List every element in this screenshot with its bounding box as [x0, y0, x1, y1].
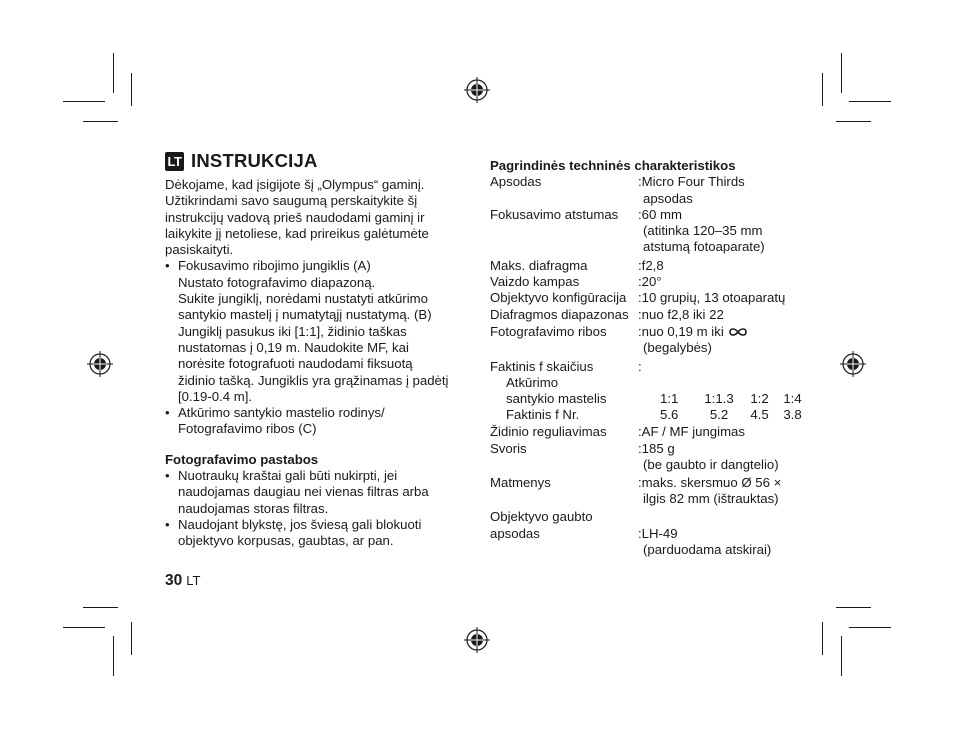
ratio-value: 1:1 [660, 391, 679, 407]
spec-value: (be gaubto ir dangtelio) [643, 457, 779, 473]
crop-mark [83, 607, 118, 608]
spec-label: Vaizdo kampas [490, 274, 580, 290]
list-item-line: norėsite fotografuoti naudodami fiksuotą [178, 356, 413, 372]
spec-row-max-aperture [490, 258, 800, 274]
spec-row-focal-length [490, 207, 800, 256]
spec-value: atstumą fotoaparate) [643, 239, 765, 255]
spec-value: (atitinka 120–35 mm [643, 223, 763, 239]
spec-row-f-number [490, 407, 800, 423]
spec-value: :20° [638, 274, 662, 290]
crop-mark [849, 101, 891, 102]
crop-mark [131, 73, 132, 106]
spec-row-dimensions [490, 475, 800, 508]
spec-sublabel: santykio mastelis [506, 391, 607, 407]
crosshair-registration-icon [464, 77, 490, 103]
list-item-line: židinio tašką. Jungiklis yra grąžinamas į padėtį [178, 372, 449, 388]
specs-heading: Pagrindinės techninės charakteristikos [490, 158, 736, 173]
spec-row-focusing [490, 424, 800, 440]
list-item-line: • Nuotraukų kraštai gali būti nukirpti, jei [178, 468, 398, 484]
left-column [165, 149, 465, 550]
ratio-value: 1:1.3 [704, 391, 734, 407]
spec-label: Fokusavimo atstumas [490, 206, 619, 222]
spec-row-effective-f [490, 359, 800, 375]
spec-value: :Micro Four Thirds [638, 174, 745, 190]
spec-label: Matmenys [490, 474, 551, 490]
spec-value: apsodas [643, 190, 693, 206]
crosshair-registration-icon [464, 627, 490, 653]
f-number-value: 4.5 [750, 407, 769, 423]
intro-line: Užtikrindami savo saugumą perskaitykite šį [165, 193, 418, 209]
spec-value-block [638, 526, 800, 559]
spec-label: Fotografavimo ribos [490, 323, 607, 339]
crosshair-registration-icon [840, 351, 866, 377]
spec-value-block [638, 441, 800, 474]
spec-value-line [638, 324, 800, 340]
spec-row-lens-config [490, 290, 800, 306]
specifications [490, 158, 800, 558]
intro-line: laikykite jį netoliese, kad prireikus galėtumėte [165, 225, 429, 241]
spec-value: (begalybės) [643, 340, 712, 356]
list-item-line: • Atkūrimo santykio mastelio rodinys/ [178, 405, 385, 421]
crop-mark [63, 627, 105, 628]
page-number-value: 30 [165, 572, 183, 589]
spec-value: : [638, 358, 642, 374]
intro-line: pasiskaityti. [165, 242, 234, 258]
spec-label: Apsodas [490, 174, 542, 190]
f-number-values [654, 407, 809, 423]
crop-mark [131, 622, 132, 655]
spec-value: :10 grupių, 13 otoaparatų [638, 290, 786, 306]
spec-row-weight [490, 441, 800, 474]
ratio-values [654, 391, 809, 407]
spec-label: apsodas [490, 525, 540, 541]
spec-value: :60 mm [638, 206, 682, 222]
crop-mark [113, 53, 114, 93]
spec-row-ratio [490, 391, 800, 407]
list-item [165, 405, 465, 438]
spec-value-block [638, 324, 800, 357]
title-row [165, 149, 465, 173]
spec-row-aperture-range [490, 307, 800, 323]
f-number-value: 5.2 [709, 407, 729, 423]
list-item-line: objektyvo korpusas, gaubtas, ar pan. [178, 533, 394, 549]
spec-value-block [638, 207, 800, 256]
spec-value: :AF / MF jungimas [638, 423, 745, 439]
page-number [165, 573, 200, 589]
spec-value: :LH-49 [638, 525, 678, 541]
intro-line: instrukcijų vadovą prieš naudodami gaminį ir [165, 209, 425, 225]
spec-row-hood [490, 526, 800, 559]
spec-label: Židinio reguliavimas [490, 423, 607, 439]
spec-value-block [638, 475, 800, 508]
spec-row-mount [490, 174, 800, 207]
infinity-icon [728, 327, 748, 337]
list-item [165, 258, 465, 405]
spec-value-block [638, 174, 800, 207]
language-badge: LT [165, 152, 184, 171]
spec-row-shooting-range [490, 324, 800, 357]
spec-label: Svoris [490, 441, 527, 457]
list-item-line: naudojamas daugiau nei vienas filtras arba [178, 484, 429, 500]
f-number-value: 5.6 [660, 407, 679, 423]
list-item-line: nustatomas į 0,19 m. Naudokite MF, kai [178, 339, 409, 355]
spec-label: Objektyvo gaubto [490, 509, 593, 525]
page-lang-code: LT [186, 573, 201, 588]
spec-sublabel: Faktinis f Nr. [506, 407, 580, 423]
crop-mark [822, 622, 823, 655]
spec-label: Faktinis f skaičius [490, 358, 594, 374]
list-item-line: naudojamas storas filtras. [178, 500, 329, 516]
section-heading: Fotografavimo pastabos [165, 451, 319, 467]
intro-paragraph [165, 177, 465, 258]
list-item-line: Jungiklį pasukus iki [1:1], židinio taškas [178, 323, 407, 339]
crop-mark [822, 73, 823, 106]
spec-value: :185 g [638, 441, 675, 457]
list-item [165, 468, 465, 517]
intro-line: Dėkojame, kad įsigijote šį „Olympus“ gaminį. [165, 177, 425, 192]
spec-label: Maks. diafragma [490, 257, 588, 273]
ratio-value: 1:2 [750, 391, 769, 407]
crop-mark [841, 636, 842, 676]
list-item [165, 517, 465, 550]
crop-mark [836, 607, 871, 608]
crosshair-registration-icon [87, 351, 113, 377]
list-item-line: Sukite jungiklį, norėdami nustatyti atkūrimo [178, 291, 428, 307]
list-item-line: santykio mastelį į numatytąjį nustatymą. (B) [178, 307, 432, 323]
list-item-line: • Fokusavimo ribojimo jungiklis (A) [178, 258, 371, 274]
spec-row-angle-of-view [490, 274, 800, 290]
page-title: INSTRUKCIJA [191, 149, 318, 171]
crop-mark [113, 636, 114, 676]
crop-mark [83, 121, 118, 122]
spec-value: :maks. skersmuo Ø 56 × [638, 474, 782, 490]
list-item-line: Fotografavimo ribos (C) [178, 421, 317, 437]
spec-value: :nuo f2,8 iki 22 [638, 306, 724, 322]
spec-value: ilgis 82 mm (ištrauktas) [643, 490, 779, 506]
crop-mark [841, 53, 842, 93]
list-item-line: [0.19-0.4 m]. [178, 388, 253, 404]
f-number-value: 3.8 [783, 407, 802, 423]
spec-value: :nuo 0,19 m iki [638, 323, 724, 339]
spec-sublabel: Atkūrimo [506, 374, 559, 390]
feature-list [165, 258, 465, 437]
crop-mark [836, 121, 871, 122]
notes-list [165, 468, 465, 549]
list-item-line: • Naudojant blykstę, jos šviesą gali blokuoti [178, 516, 422, 532]
spec-value: :f2,8 [638, 257, 664, 273]
spec-value: (parduodama atskirai) [643, 541, 772, 557]
list-item-line: Nustato fotografavimo diapazoną. [178, 274, 376, 290]
spec-label: Objektyvo konfigūracija [490, 290, 627, 306]
crop-mark [63, 101, 105, 102]
spec-label: Diafragmos diapazonas [490, 306, 629, 322]
ratio-value: 1:4 [783, 391, 802, 407]
crop-mark [849, 627, 891, 628]
